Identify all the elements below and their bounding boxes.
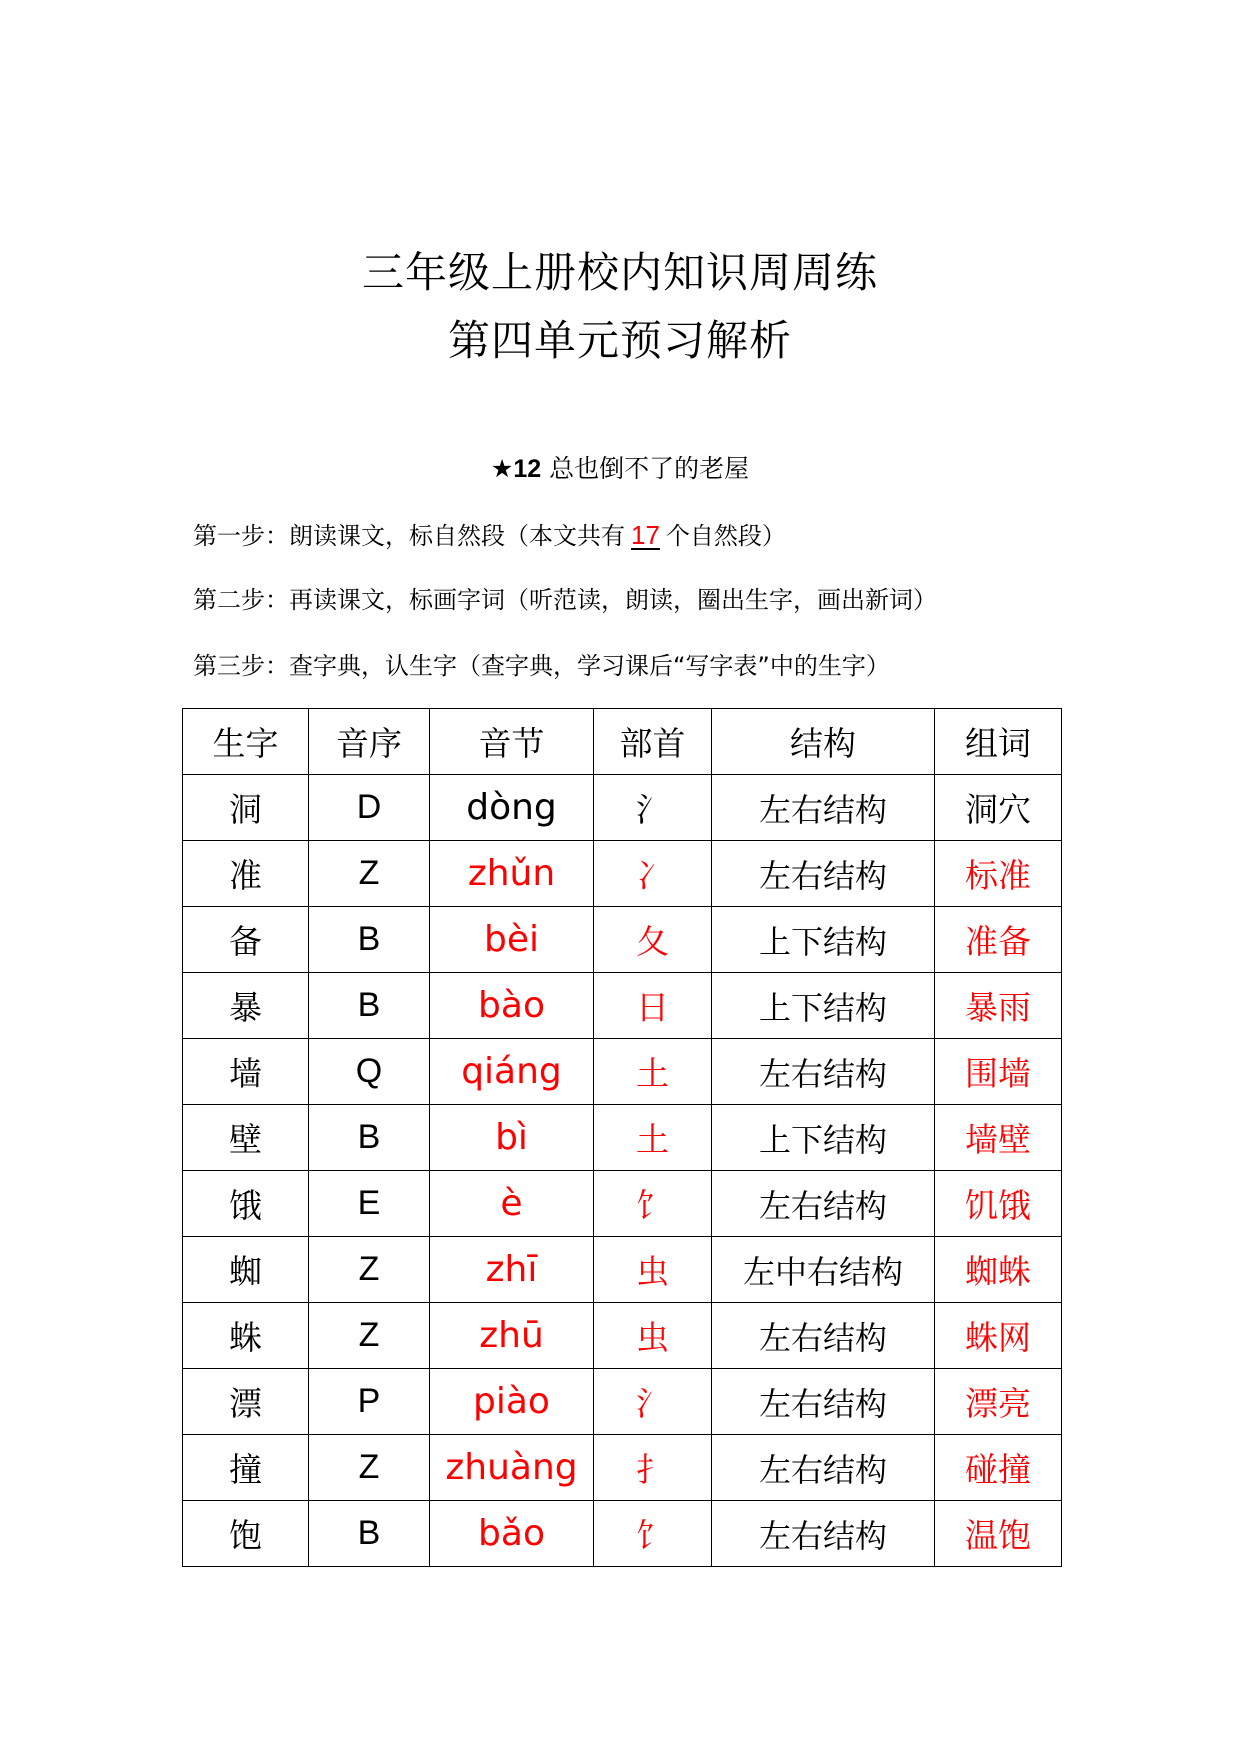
pinyin-cell: dòng: [430, 775, 594, 841]
word-cell: 围墙: [935, 1039, 1062, 1105]
table-row: [183, 907, 1062, 973]
structure-cell: 左右结构: [712, 1303, 935, 1369]
order-cell: E: [309, 1171, 430, 1237]
pinyin-cell: zhī: [430, 1237, 594, 1303]
char-cell: 撞: [183, 1435, 309, 1501]
structure-cell: 上下结构: [712, 1105, 935, 1171]
header-radical: 部首: [594, 709, 712, 775]
pinyin-cell: piào: [430, 1369, 594, 1435]
order-cell: D: [309, 775, 430, 841]
char-cell: 蜘: [183, 1237, 309, 1303]
character-table: [182, 708, 1062, 1567]
word-cell: 暴雨: [935, 973, 1062, 1039]
table-row: [183, 1435, 1062, 1501]
table-header-row: [183, 709, 1062, 775]
radical-cell: 虫: [594, 1237, 712, 1303]
lesson-number: 12: [513, 455, 542, 483]
char-cell: 饱: [183, 1501, 309, 1567]
pinyin-cell: bì: [430, 1105, 594, 1171]
header-char: 生字: [183, 709, 309, 775]
char-cell: 壁: [183, 1105, 309, 1171]
word-cell: 洞穴: [935, 775, 1062, 841]
step-three: 第三步：查字典，认生字（查字典，学习课后“写字表”中的生字）: [193, 652, 890, 680]
word-cell: 标准: [935, 841, 1062, 907]
star-icon: ★: [490, 454, 514, 483]
table-row: [183, 973, 1062, 1039]
header-structure: 结构: [712, 709, 935, 775]
structure-cell: 上下结构: [712, 907, 935, 973]
pinyin-cell: bào: [430, 973, 594, 1039]
word-cell: 饥饿: [935, 1171, 1062, 1237]
radical-cell: 扌: [594, 1435, 712, 1501]
word-cell: 蛛网: [935, 1303, 1062, 1369]
pinyin-cell: bèi: [430, 907, 594, 973]
table-row: [183, 775, 1062, 841]
order-cell: Z: [309, 1237, 430, 1303]
char-cell: 准: [183, 841, 309, 907]
order-cell: B: [309, 1105, 430, 1171]
structure-cell: 左右结构: [712, 841, 935, 907]
page-subtitle: 第四单元预习解析: [447, 316, 792, 365]
pinyin-cell: zhuàng: [430, 1435, 594, 1501]
header-word: 组词: [935, 709, 1062, 775]
structure-cell: 左右结构: [712, 775, 935, 841]
structure-cell: 左右结构: [712, 1435, 935, 1501]
radical-cell: 夂: [594, 907, 712, 973]
char-cell: 暴: [183, 973, 309, 1039]
order-cell: B: [309, 907, 430, 973]
order-cell: Z: [309, 1303, 430, 1369]
char-cell: 蛛: [183, 1303, 309, 1369]
step-one-text-end: 个自然段）: [665, 522, 786, 550]
order-cell: Q: [309, 1039, 430, 1105]
pinyin-cell: è: [430, 1171, 594, 1237]
radical-cell: 饣: [594, 1501, 712, 1567]
structure-cell: 左右结构: [712, 1039, 935, 1105]
structure-cell: 左右结构: [712, 1369, 935, 1435]
char-cell: 备: [183, 907, 309, 973]
order-cell: B: [309, 973, 430, 1039]
radical-cell: 土: [594, 1105, 712, 1171]
table-row: [183, 1171, 1062, 1237]
word-cell: 蜘蛛: [935, 1237, 1062, 1303]
radical-cell: 冫: [594, 841, 712, 907]
structure-cell: 上下结构: [712, 973, 935, 1039]
header-order: 音序: [309, 709, 430, 775]
order-cell: B: [309, 1501, 430, 1567]
table-row: [183, 1369, 1062, 1435]
pinyin-cell: zhū: [430, 1303, 594, 1369]
step-one: [193, 522, 786, 548]
radical-cell: 虫: [594, 1303, 712, 1369]
table-row: [183, 1105, 1062, 1171]
char-cell: 饿: [183, 1171, 309, 1237]
table-row: [183, 1303, 1062, 1369]
radical-cell: 氵: [594, 775, 712, 841]
char-cell: 洞: [183, 775, 309, 841]
char-cell: 漂: [183, 1369, 309, 1435]
word-cell: 漂亮: [935, 1369, 1062, 1435]
page-title: 三年级上册校内知识周周练: [361, 248, 878, 297]
word-cell: 墙壁: [935, 1105, 1062, 1171]
structure-cell: 左右结构: [712, 1501, 935, 1567]
step-two: 第二步：再读课文，标画字词（听范读，朗读，圈出生字，画出新词）: [193, 586, 937, 614]
structure-cell: 左右结构: [712, 1171, 935, 1237]
lesson-name: 总也倒不了的老屋: [549, 454, 750, 483]
table-row: [183, 1039, 1062, 1105]
table-row: [183, 841, 1062, 907]
char-cell: 墙: [183, 1039, 309, 1105]
order-cell: P: [309, 1369, 430, 1435]
word-cell: 准备: [935, 907, 1062, 973]
header-pinyin: 音节: [430, 709, 594, 775]
word-cell: 碰撞: [935, 1435, 1062, 1501]
paragraph-count-answer: 17: [631, 520, 660, 550]
pinyin-cell: bǎo: [430, 1501, 594, 1567]
word-cell: 温饱: [935, 1501, 1062, 1567]
structure-cell: 左中右结构: [712, 1237, 935, 1303]
radical-cell: 土: [594, 1039, 712, 1105]
radical-cell: 日: [594, 973, 712, 1039]
radical-cell: 氵: [594, 1369, 712, 1435]
order-cell: Z: [309, 1435, 430, 1501]
table-row: [183, 1237, 1062, 1303]
radical-cell: 饣: [594, 1171, 712, 1237]
order-cell: Z: [309, 841, 430, 907]
pinyin-cell: qiáng: [430, 1039, 594, 1105]
pinyin-cell: zhǔn: [430, 841, 594, 907]
table-row: [183, 1501, 1062, 1567]
step-one-text: 第一步：朗读课文，标自然段（本文共有: [193, 522, 625, 550]
lesson-title: [0, 456, 1240, 482]
